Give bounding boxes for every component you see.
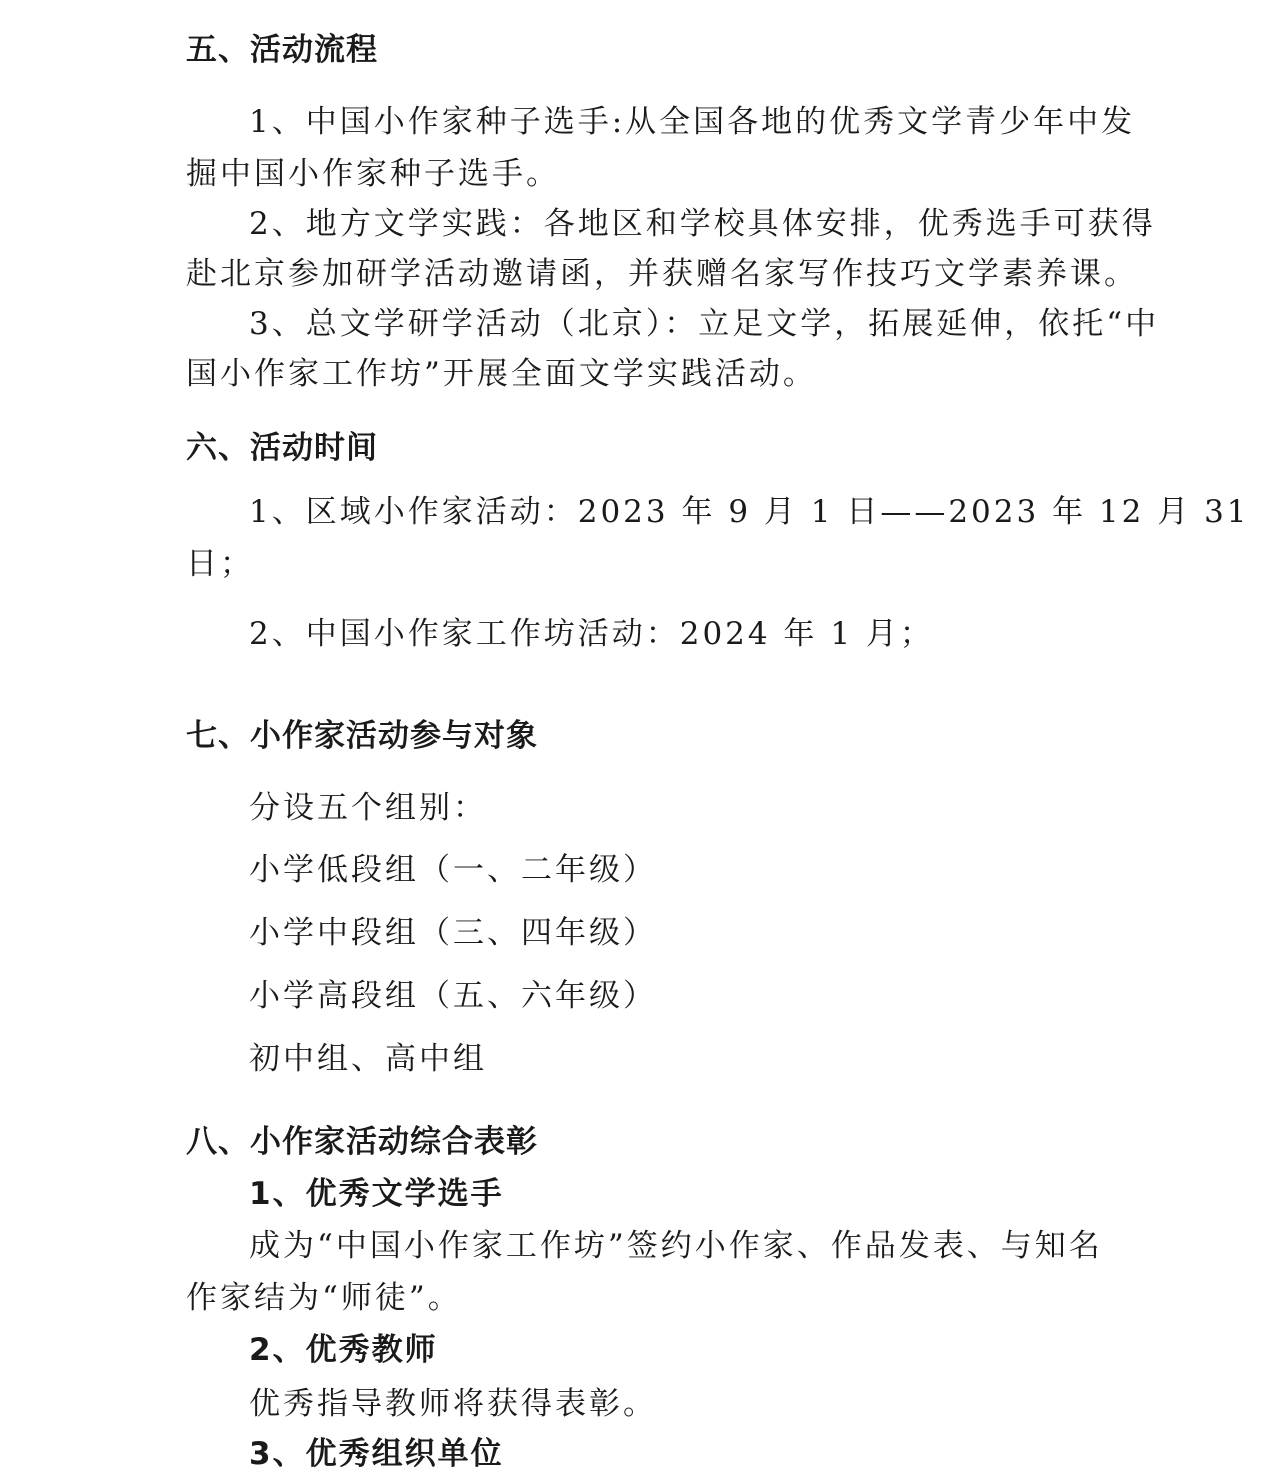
- paragraph-line: 1、中国小作家种子选手:从全国各地的优秀文学青少年中发: [249, 104, 1136, 140]
- paragraph-line: 2、中国小作家工作坊活动：2024 年 1 月；: [249, 616, 934, 652]
- paragraph-line: 分设五个组别：: [249, 790, 487, 826]
- list-item: 小学高段组（五、六年级）: [249, 978, 657, 1014]
- subheading: 3、优秀组织单位: [249, 1436, 504, 1472]
- paragraph-line: 成为“中国小作家工作坊”签约小作家、作品发表、与知名: [249, 1228, 1103, 1264]
- subheading: 1、优秀文学选手: [249, 1176, 504, 1212]
- paragraph-line: 掘中国小作家种子选手。: [186, 156, 560, 192]
- section-heading-7: 七、小作家活动参与对象: [186, 718, 538, 754]
- section-heading-6: 六、活动时间: [186, 430, 378, 466]
- subheading: 2、优秀教师: [249, 1332, 438, 1368]
- section-heading-5: 五、活动流程: [186, 32, 378, 68]
- list-item: 小学低段组（一、二年级）: [249, 852, 657, 888]
- paragraph-line: 作家结为“师徒”。: [186, 1280, 462, 1316]
- list-item: 初中组、高中组: [249, 1041, 487, 1077]
- section-heading-8: 八、小作家活动综合表彰: [186, 1124, 538, 1160]
- paragraph-line: 2、地方文学实践：各地区和学校具体安排，优秀选手可获得: [249, 206, 1156, 242]
- paragraph-line: 赴北京参加研学活动邀请函，并获赠名家写作技巧文学素养课。: [186, 256, 1138, 292]
- paragraph-line: 国小作家工作坊”开展全面文学实践活动。: [186, 356, 817, 392]
- list-item: 小学中段组（三、四年级）: [249, 915, 657, 951]
- paragraph-line: 优秀指导教师将获得表彰。: [249, 1386, 657, 1422]
- paragraph-line: 日；: [186, 546, 254, 582]
- paragraph-line: 1、区域小作家活动：2023 年 9 月 1 日——2023 年 12 月 31: [249, 494, 1250, 530]
- paragraph-line: 3、总文学研学活动（北京）：立足文学，拓展延伸，依托“中: [249, 306, 1160, 342]
